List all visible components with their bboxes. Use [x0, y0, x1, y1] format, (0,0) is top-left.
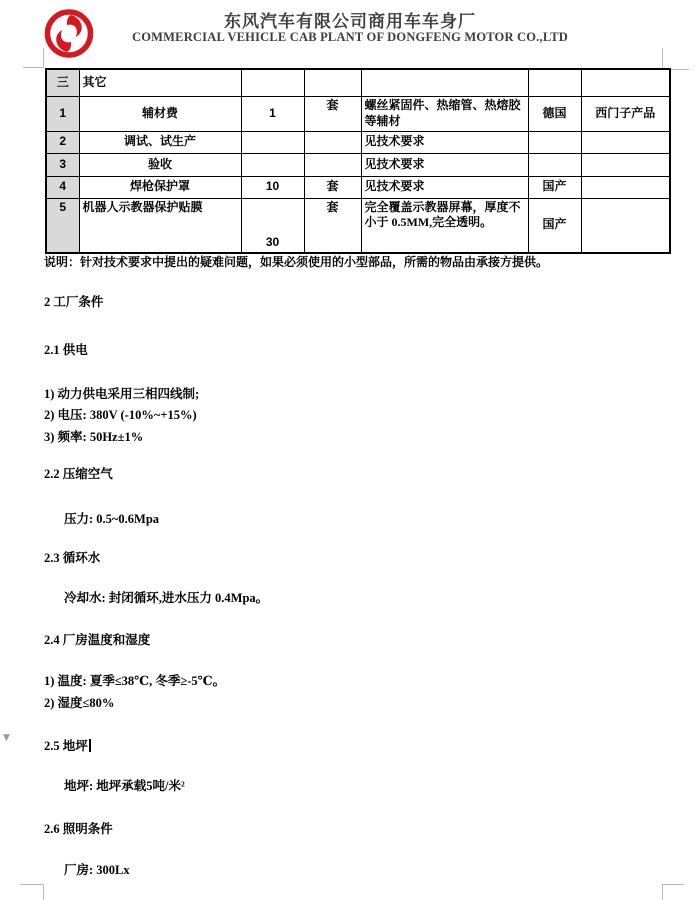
cell-remark[interactable]: 西门子产品	[581, 96, 670, 131]
cell-desc[interactable]: 见技术要求	[361, 176, 528, 198]
cell-no[interactable]: 1	[46, 96, 79, 131]
table-row[interactable]	[46, 96, 670, 131]
cell-name[interactable]: 机器人示教器保护贴膜	[79, 198, 241, 253]
cell-remark[interactable]	[581, 198, 670, 253]
spec-line-temperature[interactable]: 1) 温度: 夏季≤38℃, 冬季≥-5℃。	[44, 674, 226, 688]
cell-qty[interactable]	[241, 153, 304, 176]
section-heading-2-3[interactable]: 2.3 循环水	[44, 551, 101, 565]
section-heading-2[interactable]: 2 工厂条件	[44, 295, 104, 309]
section-heading-2-6[interactable]: 2.6 照明条件	[44, 822, 113, 836]
cell-qty[interactable]: 30	[241, 198, 304, 253]
company-title-cn: 东风汽车有限公司商用车车身厂	[224, 12, 476, 31]
cell-origin[interactable]: 国产	[528, 198, 581, 253]
cell-desc[interactable]	[361, 69, 528, 96]
spec-line-power-1[interactable]: 1) 动力供电采用三相四线制;	[44, 387, 200, 401]
cell-unit[interactable]	[304, 69, 361, 96]
boundary-mark-top-left-v	[43, 48, 44, 68]
cell-unit[interactable]: 套	[304, 176, 361, 198]
boundary-mark-top-right-v	[662, 48, 663, 69]
cell-origin[interactable]	[528, 131, 581, 153]
section-heading-2-4[interactable]: 2.4 厂房温度和湿度	[44, 633, 151, 647]
table-row[interactable]	[46, 131, 670, 153]
cell-origin[interactable]: 国产	[528, 176, 581, 198]
table-row[interactable]	[46, 198, 670, 253]
table-row[interactable]	[46, 69, 670, 96]
cell-remark[interactable]	[581, 153, 670, 176]
spec-line-power-3[interactable]: 3) 频率: 50Hz±1%	[44, 430, 144, 444]
cell-desc[interactable]: 见技术要求	[361, 131, 528, 153]
materials-spec-table[interactable]	[45, 68, 671, 254]
cell-desc[interactable]: 螺丝紧固件、热缩管、热熔胶等辅材	[361, 96, 528, 131]
cell-origin[interactable]	[528, 153, 581, 176]
cell-desc[interactable]: 见技术要求	[361, 153, 528, 176]
spec-line-humidity[interactable]: 2) 湿度≤80%	[44, 696, 115, 710]
cell-no[interactable]: 5	[46, 198, 79, 253]
cell-origin[interactable]	[528, 69, 581, 96]
table-row[interactable]	[46, 176, 670, 198]
cell-unit[interactable]	[304, 131, 361, 153]
cell-no[interactable]: 3	[46, 153, 79, 176]
section-heading-2-2[interactable]: 2.2 压缩空气	[44, 467, 113, 481]
spec-line-floor-load[interactable]: 地坪: 地坪承载5吨/米²	[64, 779, 185, 793]
text-cursor	[89, 739, 91, 752]
cell-name[interactable]: 焊枪保护罩	[79, 176, 241, 198]
cell-name[interactable]: 调试、试生产	[79, 131, 241, 153]
cell-unit[interactable]	[304, 153, 361, 176]
spec-line-cooling-water[interactable]: 冷却水: 封闭循环,进水压力 0.4Mpa。	[64, 591, 269, 605]
boundary-mark-bottom-right-v	[662, 884, 663, 900]
cell-origin[interactable]: 德国	[528, 96, 581, 131]
cell-no[interactable]: 三	[46, 69, 79, 96]
cell-unit[interactable]: 套	[304, 198, 361, 253]
cell-qty[interactable]: 1	[241, 96, 304, 131]
cell-unit[interactable]: 套	[304, 96, 361, 131]
boundary-mark-bottom-right-h	[662, 884, 684, 885]
cell-qty[interactable]	[241, 69, 304, 96]
cell-name[interactable]: 辅材费	[79, 96, 241, 131]
boundary-mark-top-left-h	[23, 67, 43, 68]
cell-no[interactable]: 2	[46, 131, 79, 153]
table-row[interactable]	[46, 153, 670, 176]
company-title-en: COMMERCIAL VEHICLE CAB PLANT OF DONGFENG MOTOR CO.,LTD	[132, 30, 568, 44]
cell-desc[interactable]: 完全覆盖示教器屏幕，厚度不小于 0.5MM,完全透明。	[361, 198, 528, 253]
cell-no[interactable]: 4	[46, 176, 79, 198]
cell-remark[interactable]	[581, 131, 670, 153]
section-heading-2-1[interactable]: 2.1 供电	[44, 343, 88, 357]
section-heading-2-5[interactable]: 2.5 地坪	[44, 736, 91, 754]
spec-line-air-pressure[interactable]: 压力: 0.5~0.6Mpa	[64, 512, 160, 526]
spec-line-lighting[interactable]: 厂房: 300Lx	[64, 863, 130, 877]
boundary-mark-bottom-left-v	[43, 884, 44, 900]
cell-remark[interactable]	[581, 69, 670, 96]
cell-qty[interactable]	[241, 131, 304, 153]
cell-qty[interactable]: 10	[241, 176, 304, 198]
boundary-mark-bottom-left-h	[20, 884, 43, 885]
outline-marker-icon: ▼	[3, 733, 10, 743]
cell-remark[interactable]	[581, 176, 670, 198]
cell-name[interactable]: 验收	[79, 153, 241, 176]
spec-line-power-2[interactable]: 2) 电压: 380V (-10%~+15%)	[44, 408, 197, 422]
table-note[interactable]: 说明：针对技术要求中提出的疑难问题，如果必须使用的小型部品，所需的物品由承接方提供。	[44, 255, 549, 269]
cell-name[interactable]: 其它	[79, 69, 241, 96]
